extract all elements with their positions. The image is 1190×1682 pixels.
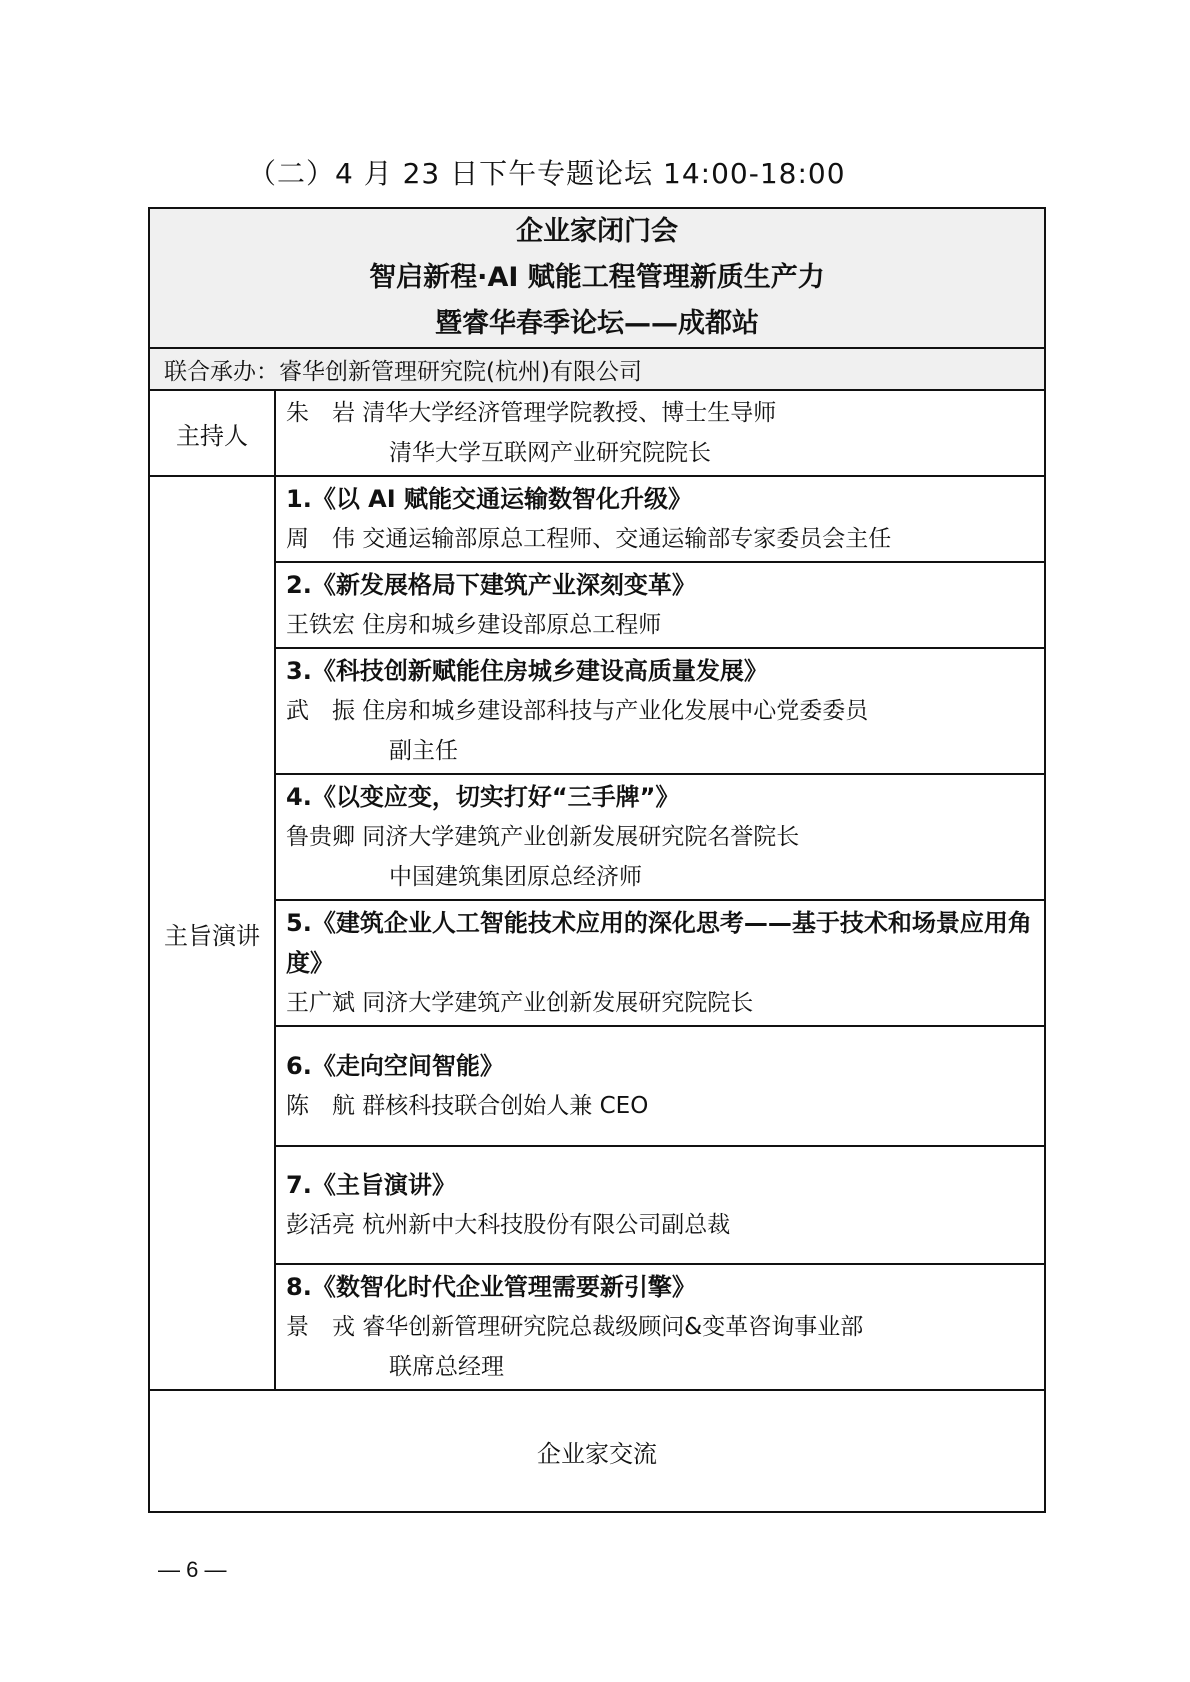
talk-cell xyxy=(275,900,1045,1026)
keynote-label: 主旨演讲 xyxy=(149,476,275,1390)
talk-title: 5.《建筑企业人工智能技术应用的深化思考——基于技术和场景应用角度》 xyxy=(286,909,1032,977)
organizer-text: 联合承办：睿华创新管理研究院(杭州)有限公司 xyxy=(149,348,1045,390)
talk-title: 3.《科技创新赋能住房城乡建设高质量发展》 xyxy=(286,657,768,685)
organizer-row xyxy=(149,348,1045,390)
talk-title: 6.《走向空间智能》 xyxy=(286,1052,504,1080)
host-row xyxy=(149,390,1045,476)
talk-row xyxy=(149,476,1045,562)
talk-cell xyxy=(275,562,1045,648)
talk-title: 7.《主旨演讲》 xyxy=(286,1171,456,1199)
talk-title: 4.《以变应变，切实打好“三手牌”》 xyxy=(286,783,680,811)
talk-speaker-extra: 联席总经理 xyxy=(389,1354,504,1380)
talk-cell xyxy=(275,476,1045,562)
talk-speaker: 武 振 住房和城乡建设部科技与产业化发展中心党委委员 xyxy=(286,698,869,724)
talk-title: 8.《数智化时代企业管理需要新引擎》 xyxy=(286,1273,696,1301)
talk-speaker-extra: 副主任 xyxy=(389,738,458,764)
exchange-row xyxy=(149,1390,1045,1512)
forum-title-cell xyxy=(149,208,1045,348)
host-line1: 朱 岩 清华大学经济管理学院教授、博士生导师 xyxy=(286,400,777,426)
talk-cell xyxy=(275,1146,1045,1264)
talk-row xyxy=(149,774,1045,900)
talk-row xyxy=(149,900,1045,1026)
section-heading: （二）4 月 23 日下午专题论坛 14:00-18:00 xyxy=(248,157,846,190)
talk-speaker: 景 戎 睿华创新管理研究院总裁级顾问&变革咨询事业部 xyxy=(286,1314,864,1340)
talk-speaker: 周 伟 交通运输部原总工程师、交通运输部专家委员会主任 xyxy=(286,526,892,552)
talk-speaker: 彭活亮 杭州新中大科技股份有限公司副总裁 xyxy=(286,1212,731,1238)
forum-title-line1: 企业家闭门会 xyxy=(516,216,678,247)
talk-row xyxy=(149,648,1045,774)
talk-row xyxy=(149,1146,1045,1264)
talk-row xyxy=(149,562,1045,648)
talk-cell xyxy=(275,648,1045,774)
agenda-table xyxy=(148,207,1046,1513)
talk-row xyxy=(149,1264,1045,1390)
host-cell xyxy=(275,390,1045,476)
host-label: 主持人 xyxy=(149,390,275,476)
title-row xyxy=(149,208,1045,348)
talk-speaker: 王铁宏 住房和城乡建设部原总工程师 xyxy=(286,612,662,638)
talk-title: 1.《以 AI 赋能交通运输数智化升级》 xyxy=(286,485,693,513)
forum-title-line3: 暨睿华春季论坛——成都站 xyxy=(435,308,759,339)
page-number: — 6 — xyxy=(158,1557,227,1582)
talk-row xyxy=(149,1026,1045,1146)
talk-speaker: 鲁贵卿 同济大学建筑产业创新发展研究院名誉院长 xyxy=(286,824,800,850)
exchange-text: 企业家交流 xyxy=(149,1390,1045,1512)
talk-cell xyxy=(275,1026,1045,1146)
talk-speaker-extra: 中国建筑集团原总经济师 xyxy=(389,864,642,890)
talk-title: 2.《新发展格局下建筑产业深刻变革》 xyxy=(286,571,696,599)
talk-speaker: 王广斌 同济大学建筑产业创新发展研究院院长 xyxy=(286,990,754,1016)
talk-speaker: 陈 航 群核科技联合创始人兼 CEO xyxy=(286,1093,649,1119)
host-line2: 清华大学互联网产业研究院院长 xyxy=(389,440,711,466)
talk-cell xyxy=(275,1264,1045,1390)
talk-cell xyxy=(275,774,1045,900)
forum-title-line2: 智启新程·AI 赋能工程管理新质生产力 xyxy=(369,262,825,293)
